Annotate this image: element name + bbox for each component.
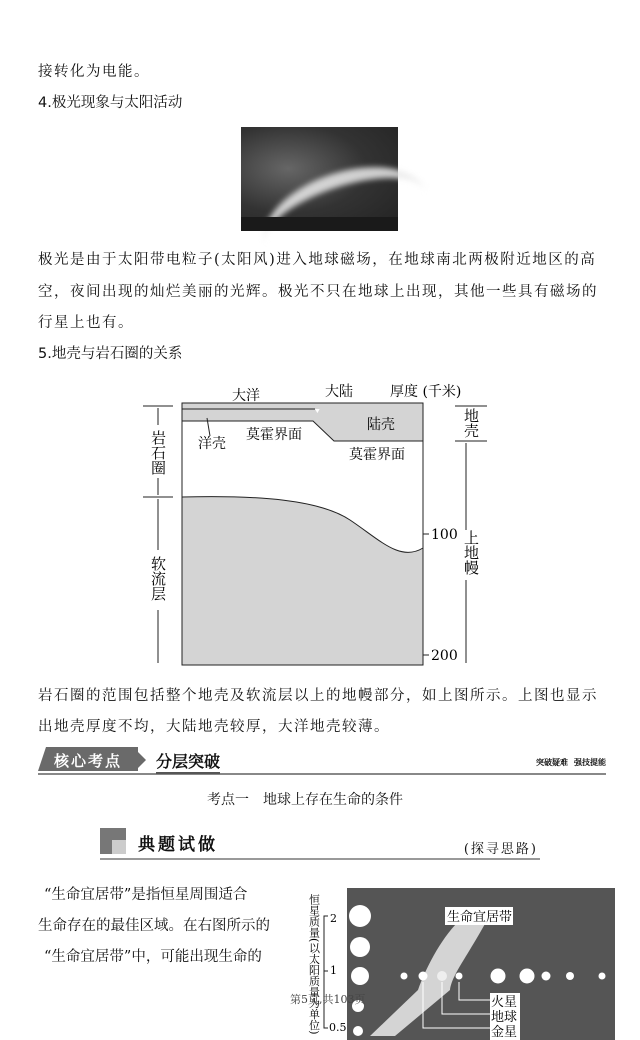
question-line: “生命宜居带”中，可能出现生命的 [44,949,262,965]
text-line: 极光是由于太阳带电粒子(太阳风)进入地球磁场，在地球南北两极附近地区的高 [38,252,597,268]
tick-200: 200 [431,648,458,664]
label-earth: 地球 [491,1010,518,1025]
text-line: 接转化为电能。 [38,64,150,80]
label-ocean: 大洋 [232,388,260,404]
zone-label: 生命宜居带 [447,910,513,925]
label-crust: 地壳 [462,408,480,438]
y-axis-label: 恒星质量(以太阳质量为单位) [307,894,321,1035]
label-mars: 火星 [491,995,518,1010]
banner-left: 核心考点 [54,752,123,770]
label-continental-crust: 陆壳 [367,417,395,433]
banner-right: 分层突破 [156,749,220,774]
label-ocean-crust: 洋壳 [198,436,226,452]
label-upper-mantle: 上地幔 [462,530,480,575]
banner-tag: 强技提能 [574,757,606,767]
y-tick-0.5: 0.5 [329,1021,347,1034]
label-lithosphere: 岩石圈 [149,430,167,475]
y-tick-2: 2 [330,912,337,925]
section-banner [38,747,606,775]
heading-crust: 5.地壳与岩石圈的关系 [38,346,183,362]
text-line: 空，夜间出现的灿烂美丽的光辉。极光不只在地球上出现，其他一些具有磁场的 [38,284,598,300]
question-line: “生命宜居带”是指恒星周围适合 [44,887,248,903]
text-line: 行星上也有。 [38,315,134,331]
label-continent: 大陆 [325,384,353,400]
tick-100: 100 [431,527,458,543]
label-moho: 莫霍界面 [246,427,302,443]
y-tick-1: 1 [330,964,337,977]
example-header [100,826,540,860]
label-asthenosphere: 软流层 [149,556,167,601]
banner-tag: 突破疑难 [536,757,568,767]
label-venus: 金星 [491,1025,518,1040]
example-title: 典题试做 [138,835,218,855]
label-thickness: 厚度 (千米) [390,384,462,400]
section-title: 考点一 地球上存在生命的条件 [207,792,403,808]
page-number: 第5页,共103页 [290,993,366,1006]
example-hint: (探寻思路) [463,842,538,857]
label-moho: 莫霍界面 [349,447,405,463]
heading-aurora: 4.极光现象与太阳活动 [38,95,183,111]
text-line: 岩石圈的范围包括整个地壳及软流层以上的地幔部分，如上图所示。上图也显示 [38,688,598,704]
text-line: 出地壳厚度不均，大陆地壳较厚，大洋地壳较薄。 [38,719,390,735]
question-line: 生命存在的最佳区域。在右图所示的 [38,918,270,934]
habitable-zone-chart [290,880,640,1040]
